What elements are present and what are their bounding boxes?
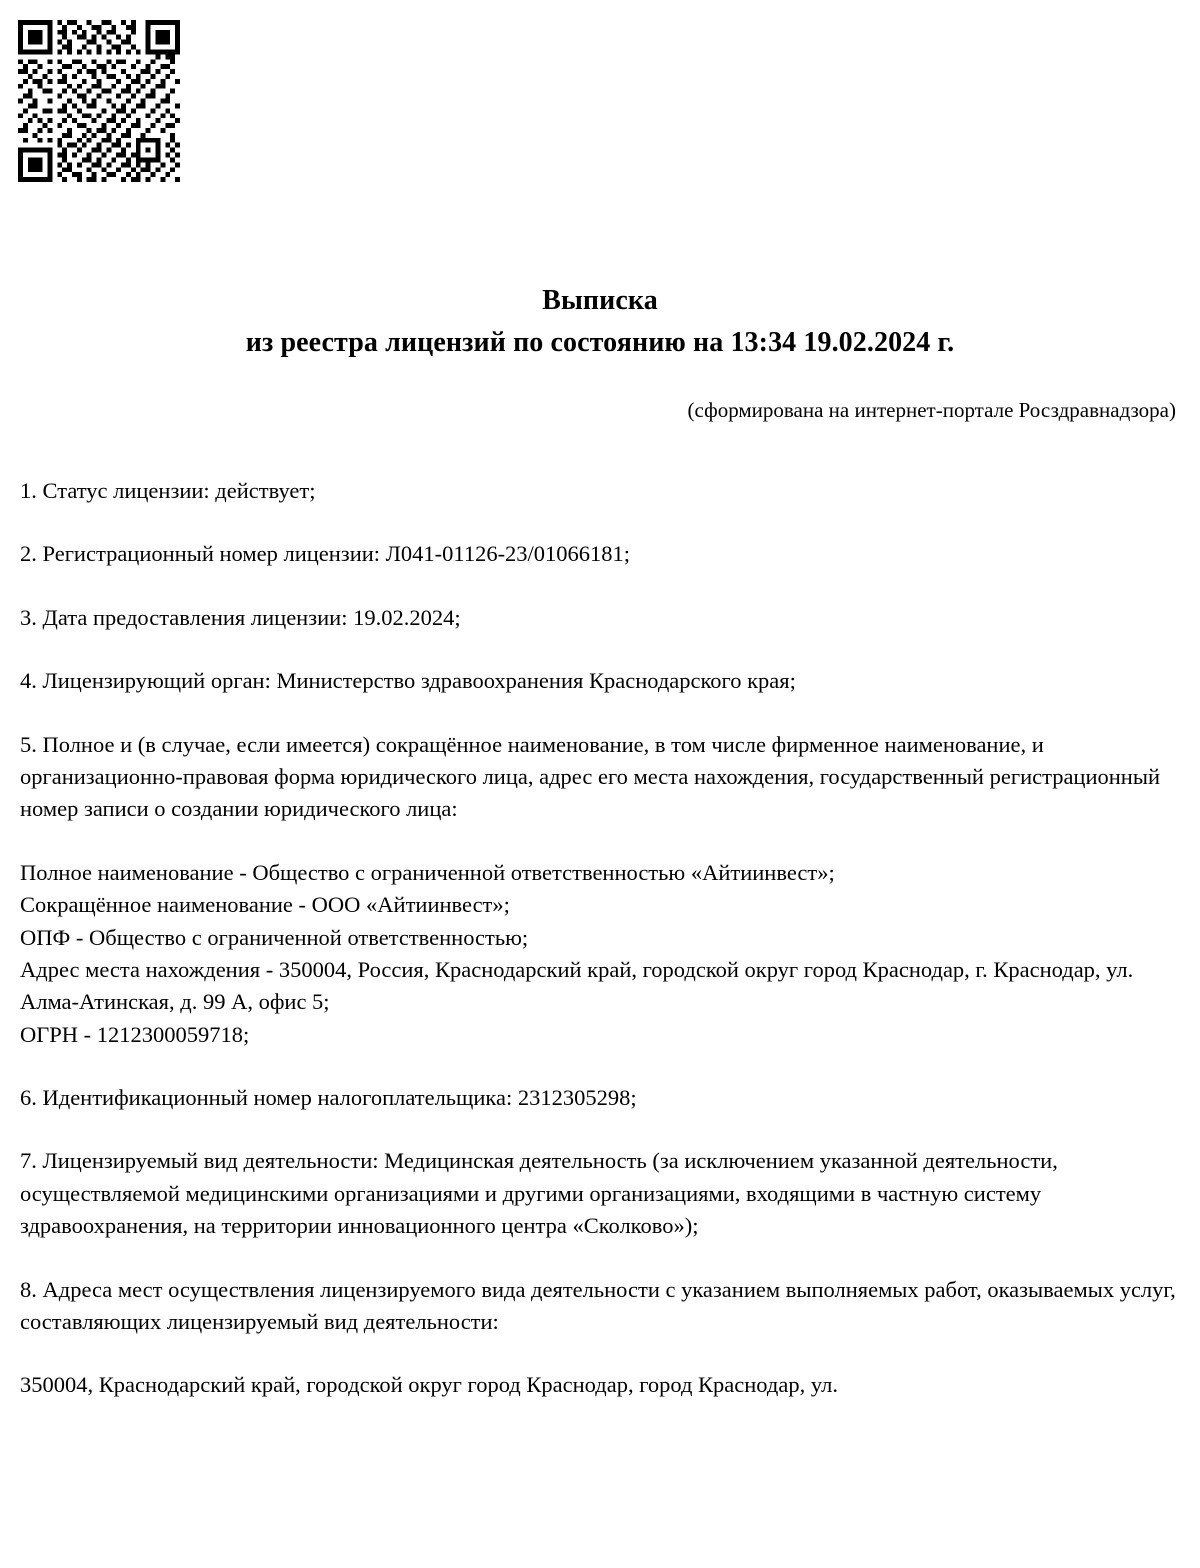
item-reg-number: 2. Регистрационный номер лицензии: Л041-01126-23/01066181; (20, 541, 631, 567)
item-address-1: 350004, Краснодарский край, городской округ город Краснодар, город Краснодар, ул. (20, 1372, 838, 1398)
title-line-2: из реестра лицензий по состоянию на 13:34 19.02.2024 г. (245, 327, 955, 358)
item-activity-type: 7. Лицензируемый вид деятельности: Медицинская деятельность (за исключением указанной деятельности, осуществляемой медицинскими организациями и другими организациями, входящими в частную систему здравоохранения, на территории инновационного центра «Сколково»); (20, 1148, 1058, 1239)
item-entity-details: Полное наименование - Общество с ограниченной ответственностью «Айтиинвест»; Сокращённое наименование - ООО «Айтиинвест»; ОПФ - Общество с ограниченной ответственностью; Адрес места нахождения - 350004, Россия, Краснодарский край, городской округ город Краснодар, г. Краснодар, ул. Алма-Атинская, д. 99 А, офис 5; ОГРН - 1212300059718; (20, 859, 1134, 1047)
item-licensing-authority: 4. Лицензирующий орган: Министерство здравоохранения Краснодарского края; (20, 668, 796, 694)
document-title (20, 22, 1180, 364)
document-subtitle: (сформирована на интернет-портале Росздравнадзора) (687, 398, 1176, 422)
document-body (20, 475, 1180, 1402)
item-grant-date: 3. Дата предоставления лицензии: 19.02.2024; (20, 604, 461, 630)
item-inn: 6. Идентификационный номер налогоплательщика: 2312305298; (20, 1085, 637, 1111)
item-status: 1. Статус лицензии: действует; (20, 478, 316, 503)
item-entity-info-intro: 5. Полное и (в случае, если имеется) сокращённое наименование, в том числе фирменное наименование, и организационно-правовая форма юридического лица, адрес его места нахождения, государственный регистрационный номер записи о создании юридического лица: (20, 731, 1161, 822)
item-addresses-intro: 8. Адреса мест осуществления лицензируемого вида деятельности с указанием выполняемых работ, оказываемых услуг, составляющих лицензируемый вид деятельности: (20, 1276, 1176, 1335)
title-line-1: Выписка (542, 285, 658, 316)
qr-code (18, 20, 180, 182)
